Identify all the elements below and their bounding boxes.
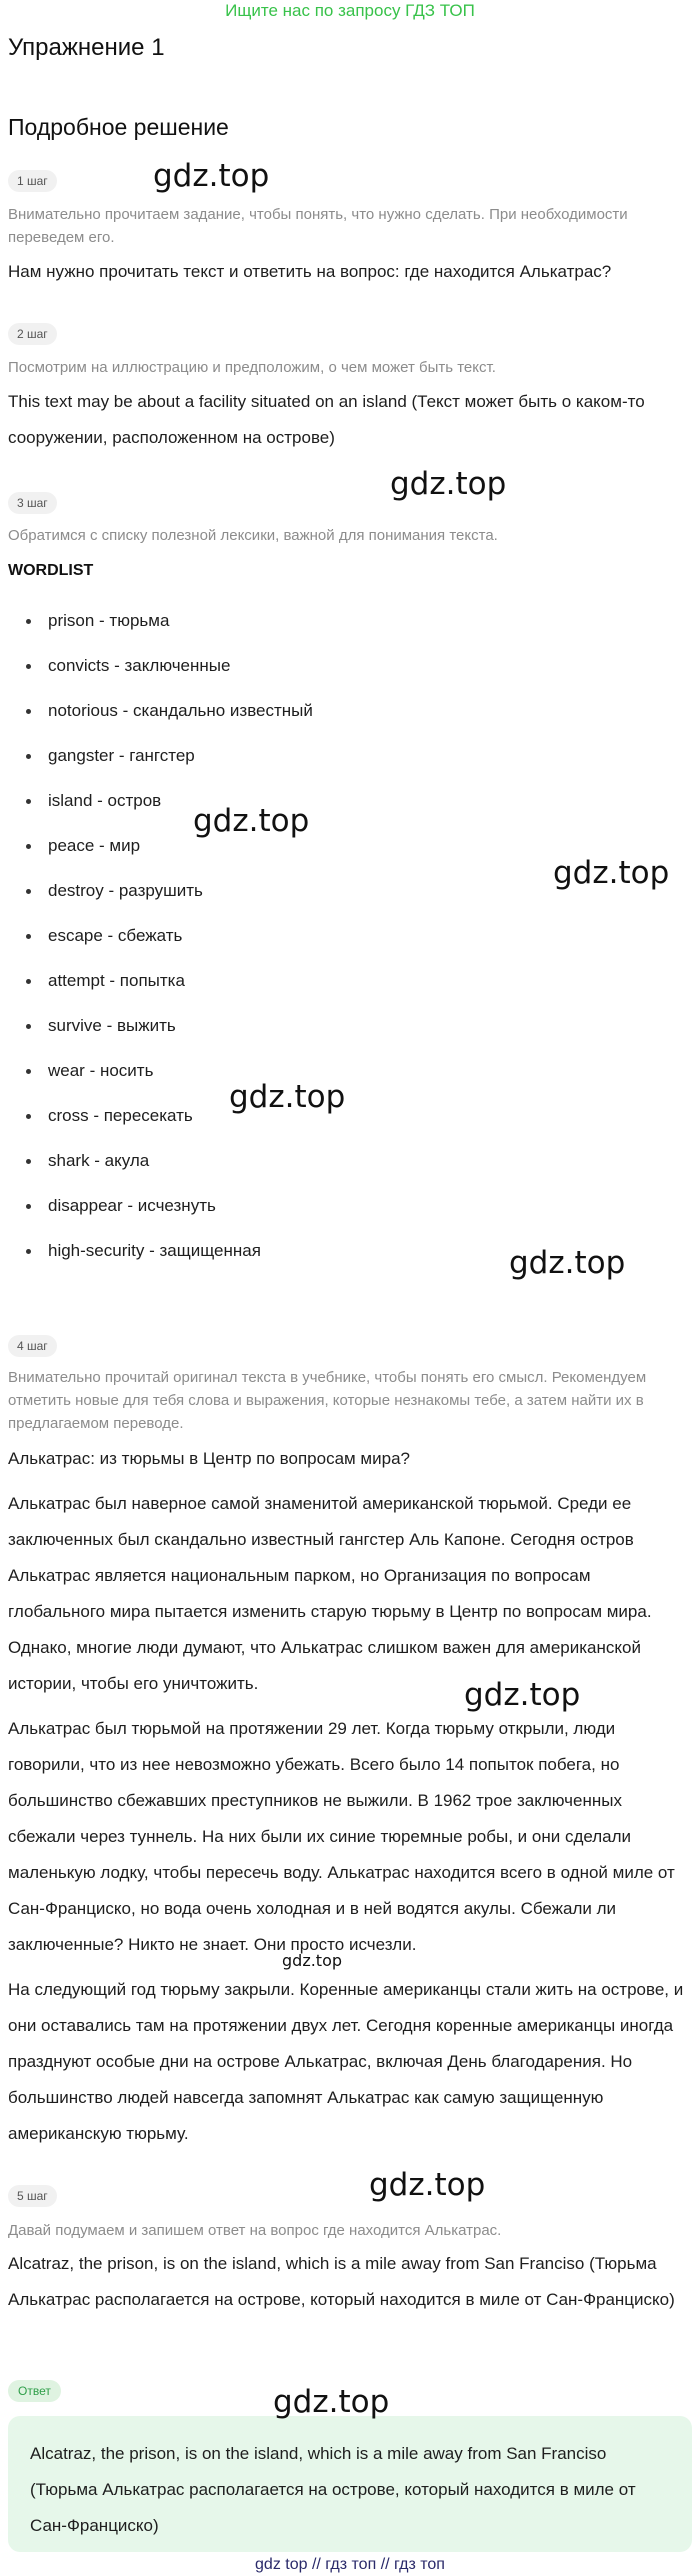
step-hint: Обратимся с списку полезной лексики, важной для понимания текста. (8, 527, 498, 544)
list-item: island - остров (26, 786, 313, 831)
watermark: gdz.top (369, 2167, 486, 2203)
watermark: gdz.top (273, 2384, 390, 2420)
step-badge: 3 шаг (8, 492, 57, 514)
list-item: disappear - исчезнуть (26, 1191, 313, 1236)
list-item: destroy - разрушить (26, 876, 313, 921)
watermark: gdz.top (553, 855, 670, 891)
step-text: Нам нужно прочитать текст и ответить на вопрос: где находится Алькатрас? (8, 262, 612, 281)
list-item: escape - сбежать (26, 921, 313, 966)
list-item: high-security - защищенная (26, 1236, 313, 1281)
list-item: survive - выжить (26, 1011, 313, 1056)
step-text: This text may be about a facility situated on an island (Текст может быть о каком-то сооружении, расположенном на острове) (8, 392, 645, 447)
step-badge: 2 шаг (8, 323, 57, 345)
watermark: gdz.top (390, 466, 507, 502)
answer-text: Alcatraz, the prison, is on the island, which is a mile away from San Franciso (Тюрьма Алькатрас располагается на острове, который находится в миле от Сан-Франциско) (30, 2444, 636, 2535)
step-badge: 4 шаг (8, 1335, 57, 1357)
step-text: Alcatraz, the prison, is on the island, which is a mile away from San Franciso (Тюрьма Алькатрас располагается на острове, который находится в миле от Сан-Франциско) (8, 2254, 675, 2309)
step-badge: 5 шаг (8, 2185, 57, 2207)
watermark: gdz.top (464, 1677, 581, 1713)
list-item: wear - носить (26, 1056, 313, 1101)
translation-paragraph: Алькатрас был тюрьмой на протяжении 29 лет. Когда тюрьму открыли, люди говорили, что из нее невозможно убежать. Всего было 14 попыток побега, но большинство сбежавших преступников не выжили. В 1962 трое заключенных сбежали через туннель. На них были их синие тюремные робы, и они сделали маленькую лодку, чтобы пересечь воду. Алькатрас находится всего в одной миле от Сан-Франциско, но вода очень холодная и в ней водятся акулы. Сбежали ли заключенные? Никто не знает. Они просто исчезли. (8, 1719, 675, 1954)
step-hint: Давай подумаем и запишем ответ на вопрос где находится Алькатрас. (8, 2222, 502, 2239)
translation-paragraph: Алькатрас был наверное самой знаменитой американской тюрьмой. Среди ее заключенных был скандально известный гангстер Аль Капоне. Сегодня остров Алькатрас является национальным парком, но Организация по вопросам глобального мира пытается изменить старую тюрьму в Центр по вопросам мира. Однако, многие люди думают, что Алькатрас слишком важен для американской истории, чтобы его уничтожить. (8, 1494, 652, 1693)
wordlist (26, 606, 313, 1281)
wordlist-title: WORDLIST (8, 562, 94, 579)
watermark: gdz.top (509, 1245, 626, 1281)
translation-heading: Алькатрас: из тюрьмы в Центр по вопросам мира? (8, 1449, 410, 1468)
watermark: gdz.top (193, 803, 310, 839)
list-item: notorious - скандально известный (26, 696, 313, 741)
step-hint: Внимательно прочитаем задание, чтобы понять, что нужно сделать. При необходимости переведем его. (8, 206, 628, 246)
translation-paragraph: На следующий год тюрьму закрыли. Коренные американцы стали жить на острове, и они оставались там на протяжении двух лет. Сегодня коренные американцы иногда празднуют особые дни на острове Алькатрас, включая День благодарения. Но большинство людей навсегда запомнят Алькатрас как самую защищенную американскую тюрьму. (8, 1980, 684, 2143)
footer-links[interactable]: gdz top // гдз топ // гдз топ (255, 2556, 445, 2573)
list-item: cross - пересекать (26, 1101, 313, 1146)
answer-badge: Ответ (8, 2380, 61, 2402)
watermark: gdz.top (282, 1951, 343, 1970)
watermark: gdz.top (153, 158, 270, 194)
answer-box (8, 2416, 692, 2552)
step-badge: 1 шаг (8, 170, 57, 192)
list-item: shark - акула (26, 1146, 313, 1191)
promo-banner[interactable]: Ищите нас по запросу ГДЗ ТОП (225, 1, 475, 20)
step-hint: Посмотрим на иллюстрацию и предположим, о чем может быть текст. (8, 359, 496, 376)
solution-heading: Подробное решение (8, 114, 229, 140)
list-item: peace - мир (26, 831, 313, 876)
page-title: Упражнение 1 (8, 34, 165, 61)
list-item: attempt - попытка (26, 966, 313, 1011)
list-item: prison - тюрьма (26, 606, 313, 651)
step-hint: Внимательно прочитай оригинал текста в учебнике, чтобы понять его смысл. Рекомендуем отметить новые для тебя слова и выражения, которые незнакомы тебе, а затем найти их в предлагаемом переводе. (8, 1369, 647, 1432)
list-item: convicts - заключенные (26, 651, 313, 696)
list-item: gangster - гангстер (26, 741, 313, 786)
watermark: gdz.top (229, 1079, 346, 1115)
